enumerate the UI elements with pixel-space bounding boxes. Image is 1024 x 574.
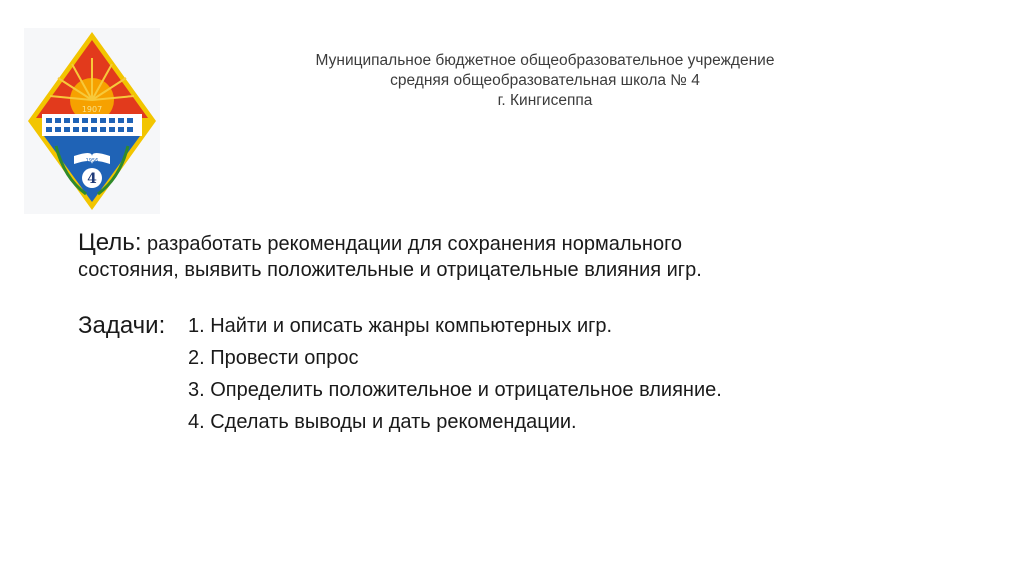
school-emblem-icon	[24, 28, 160, 214]
task-row-1	[78, 310, 978, 342]
emblem-year-bottom: 1956	[85, 158, 99, 164]
task-item-1: 1. Найти и описать жанры компьютерных игр.	[188, 315, 613, 337]
tasks-block	[78, 310, 978, 438]
school-header	[225, 51, 865, 111]
tasks-label: Задачи:	[78, 312, 166, 339]
task-item-3: 3. Определить положительное и отрицательное влияние.	[188, 379, 722, 401]
goal-block	[78, 230, 978, 283]
goal-text-line-1: разработать рекомендации для сохранения нормального	[141, 233, 683, 255]
emblem-year-top: 1907	[81, 105, 103, 114]
task-row-3	[78, 374, 978, 406]
goal-text-line-2: состояния, выявить положительные и отрицательные влияния игр.	[78, 259, 702, 281]
task-row-2	[78, 342, 978, 374]
goal-label: Цель:	[78, 229, 142, 256]
header-line-3: г. Кингисеппа	[497, 92, 593, 109]
header-line-1: Муниципальное бюджетное общеобразовательное учреждение	[315, 52, 775, 69]
task-item-4: 4. Сделать выводы и дать рекомендации.	[188, 411, 577, 433]
task-item-2: 2. Провести опрос	[188, 347, 359, 369]
task-row-4	[78, 406, 978, 438]
header-line-2: средняя общеобразовательная школа № 4	[390, 72, 700, 89]
emblem-number: 4	[87, 171, 97, 187]
